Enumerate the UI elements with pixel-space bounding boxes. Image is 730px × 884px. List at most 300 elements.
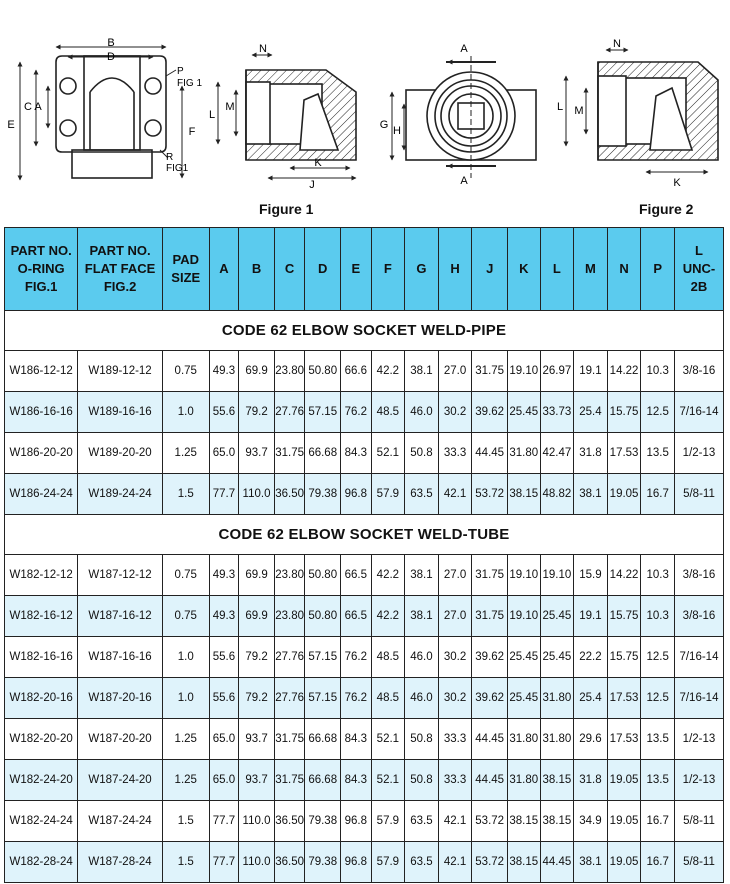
column-header xyxy=(371,228,405,311)
table-cell: W187-12-12 xyxy=(78,555,163,596)
table-cell: W187-20-20 xyxy=(78,719,163,760)
table-cell: 49.3 xyxy=(209,351,239,392)
table-cell: 66.68 xyxy=(305,719,341,760)
table-cell: 49.3 xyxy=(209,596,239,637)
table-cell: 69.9 xyxy=(239,596,275,637)
table-cell: 55.6 xyxy=(209,678,239,719)
table-cell: 65.0 xyxy=(209,760,239,801)
column-header-line: PAD xyxy=(172,252,199,267)
column-header-line: FIG.1 xyxy=(24,279,58,294)
table-cell: 23.80 xyxy=(274,351,305,392)
label-a-top: A xyxy=(460,43,468,55)
table-cell: 25.4 xyxy=(574,392,608,433)
table-cell: 15.75 xyxy=(607,637,641,678)
table-cell: 57.15 xyxy=(305,392,341,433)
table-cell: 38.15 xyxy=(540,801,574,842)
table-cell: 12.5 xyxy=(641,678,675,719)
table-cell: 66.68 xyxy=(305,760,341,801)
table-cell: 44.45 xyxy=(472,433,508,474)
table-cell: 19.05 xyxy=(607,760,641,801)
table-cell: 13.5 xyxy=(641,433,675,474)
table-row xyxy=(5,474,724,515)
table-cell: 19.05 xyxy=(607,842,641,883)
table-cell: 76.2 xyxy=(341,678,372,719)
table-cell: 27.0 xyxy=(438,351,472,392)
table-cell: 33.3 xyxy=(438,433,472,474)
table-cell: 7/16-14 xyxy=(674,392,723,433)
column-header xyxy=(162,228,209,311)
table-cell: 46.0 xyxy=(405,678,439,719)
table-cell: 96.8 xyxy=(341,801,372,842)
table-cell: 1/2-13 xyxy=(674,433,723,474)
table-cell: 19.05 xyxy=(607,801,641,842)
table-cell: 53.72 xyxy=(472,474,508,515)
table-cell: 55.6 xyxy=(209,637,239,678)
table-cell: W187-24-20 xyxy=(78,760,163,801)
label-a: A xyxy=(34,101,42,113)
column-header xyxy=(574,228,608,311)
table-row xyxy=(5,351,724,392)
table-cell: 1.25 xyxy=(162,760,209,801)
table-cell: 65.0 xyxy=(209,719,239,760)
table-cell: 38.15 xyxy=(508,801,541,842)
label-n2: N xyxy=(613,38,621,50)
table-cell: 38.15 xyxy=(508,842,541,883)
column-header xyxy=(641,228,675,311)
table-cell: 39.62 xyxy=(472,678,508,719)
label-g: G xyxy=(379,119,389,131)
table-cell: 36.50 xyxy=(274,842,305,883)
table-cell: 49.3 xyxy=(209,555,239,596)
table-cell: 3/8-16 xyxy=(674,596,723,637)
table-cell: 31.8 xyxy=(574,760,608,801)
table-row xyxy=(5,392,724,433)
table-cell: 0.75 xyxy=(162,555,209,596)
table-cell: 84.3 xyxy=(341,433,372,474)
table-cell: 27.76 xyxy=(274,678,305,719)
column-header-line: M xyxy=(585,261,596,276)
table-cell: 79.38 xyxy=(305,842,341,883)
table-cell: W186-16-16 xyxy=(5,392,78,433)
table-cell: 12.5 xyxy=(641,637,675,678)
table-cell: 48.5 xyxy=(371,637,405,678)
table-cell: 31.80 xyxy=(508,719,541,760)
table-cell: 13.5 xyxy=(641,719,675,760)
table-row xyxy=(5,678,724,719)
table-cell: 48.5 xyxy=(371,678,405,719)
table-cell: 25.45 xyxy=(540,637,574,678)
table-cell: 5/8-11 xyxy=(674,474,723,515)
column-header-line: FLAT FACE xyxy=(84,261,156,276)
table-cell: W189-20-20 xyxy=(78,433,163,474)
table-cell: 1.25 xyxy=(162,433,209,474)
table-cell: 0.75 xyxy=(162,596,209,637)
column-header-line: PART NO. xyxy=(10,243,72,258)
label-fig1-bottom: FIG1 xyxy=(166,163,189,174)
column-header-line: SIZE xyxy=(171,270,201,285)
table-cell: 52.1 xyxy=(371,719,405,760)
column-header xyxy=(274,228,305,311)
label-n: N xyxy=(259,43,267,55)
table-cell: 55.6 xyxy=(209,392,239,433)
table-cell: 14.22 xyxy=(607,351,641,392)
table-cell: W187-16-16 xyxy=(78,637,163,678)
table-cell: 1.0 xyxy=(162,678,209,719)
table-cell: 0.75 xyxy=(162,351,209,392)
table-cell: 16.7 xyxy=(641,474,675,515)
table-cell: 31.80 xyxy=(508,760,541,801)
table-cell: 38.1 xyxy=(405,351,439,392)
table-cell: 42.1 xyxy=(438,801,472,842)
table-cell: 25.45 xyxy=(508,392,541,433)
table-cell: 96.8 xyxy=(341,842,372,883)
table-cell: 25.4 xyxy=(574,678,608,719)
label-b: B xyxy=(107,37,115,49)
table-cell: 50.80 xyxy=(305,555,341,596)
table-row xyxy=(5,842,724,883)
column-header-line: FIG.2 xyxy=(103,279,137,294)
column-header-line: J xyxy=(486,261,494,276)
table-cell: 27.76 xyxy=(274,392,305,433)
column-header xyxy=(438,228,472,311)
column-header xyxy=(209,228,239,311)
table-cell: 79.38 xyxy=(305,474,341,515)
table-cell: 33.3 xyxy=(438,760,472,801)
column-header xyxy=(78,228,163,311)
table-cell: 30.2 xyxy=(438,392,472,433)
table-cell: 16.7 xyxy=(641,842,675,883)
table-cell: 57.9 xyxy=(371,474,405,515)
table-cell: 50.8 xyxy=(405,719,439,760)
table-cell: 53.72 xyxy=(472,842,508,883)
table-cell: 36.50 xyxy=(274,474,305,515)
table-cell: W182-12-12 xyxy=(5,555,78,596)
table-cell: 84.3 xyxy=(341,719,372,760)
table-cell: 96.8 xyxy=(341,474,372,515)
column-header xyxy=(508,228,541,311)
table-cell: 93.7 xyxy=(239,760,275,801)
table-cell: 10.3 xyxy=(641,555,675,596)
table-cell: 17.53 xyxy=(607,719,641,760)
table-cell: 110.0 xyxy=(239,474,275,515)
label-r: R xyxy=(166,152,174,163)
column-header-line: UNC-2B xyxy=(682,261,716,294)
table-cell: 31.75 xyxy=(472,351,508,392)
table-cell: 13.5 xyxy=(641,760,675,801)
table-cell: 66.5 xyxy=(341,596,372,637)
section-title-row xyxy=(5,515,724,555)
table-cell: 31.75 xyxy=(274,760,305,801)
table-cell: 1/2-13 xyxy=(674,719,723,760)
column-header-line: A xyxy=(219,261,229,276)
label-m2: M xyxy=(574,105,584,117)
label-k: K xyxy=(314,157,322,169)
spec-table-container xyxy=(4,227,724,883)
table-cell: 23.80 xyxy=(274,555,305,596)
table-cell: 7/16-14 xyxy=(674,678,723,719)
table-cell: 66.6 xyxy=(341,351,372,392)
table-cell: 25.45 xyxy=(508,678,541,719)
table-cell: 1.5 xyxy=(162,842,209,883)
table-cell: 38.1 xyxy=(405,555,439,596)
table-cell: 3/8-16 xyxy=(674,351,723,392)
table-cell: W182-16-12 xyxy=(5,596,78,637)
table-row xyxy=(5,596,724,637)
table-cell: 52.1 xyxy=(371,760,405,801)
table-cell: 29.6 xyxy=(574,719,608,760)
table-cell: 50.8 xyxy=(405,433,439,474)
label-e: E xyxy=(7,119,15,131)
table-cell: 79.38 xyxy=(305,801,341,842)
column-header-line: F xyxy=(383,261,392,276)
table-cell: 44.45 xyxy=(472,760,508,801)
label-c: C xyxy=(24,101,32,113)
table-cell: 34.9 xyxy=(574,801,608,842)
table-cell: 31.75 xyxy=(472,596,508,637)
label-j: J xyxy=(309,179,315,191)
table-cell: 25.45 xyxy=(508,637,541,678)
table-cell: 5/8-11 xyxy=(674,801,723,842)
table-cell: 15.75 xyxy=(607,392,641,433)
table-cell: 27.0 xyxy=(438,596,472,637)
column-header-line: O-RING xyxy=(17,261,65,276)
label-fig1-top: FIG 1 xyxy=(177,78,203,89)
elbow-section-view-fig1 xyxy=(246,70,356,160)
label-l: L xyxy=(208,109,216,121)
section-title-row xyxy=(5,311,724,351)
table-cell: W186-20-20 xyxy=(5,433,78,474)
table-cell: 15.75 xyxy=(607,596,641,637)
table-cell: 76.2 xyxy=(341,637,372,678)
column-header-line: G xyxy=(416,261,427,276)
table-cell: 39.62 xyxy=(472,637,508,678)
table-cell: 39.62 xyxy=(472,392,508,433)
table-cell: 19.10 xyxy=(508,351,541,392)
dimension-lines-fig1 xyxy=(20,47,182,180)
column-header xyxy=(305,228,341,311)
table-cell: 1.0 xyxy=(162,392,209,433)
table-cell: W189-24-24 xyxy=(78,474,163,515)
table-cell: W182-20-20 xyxy=(5,719,78,760)
table-cell: 26.97 xyxy=(540,351,574,392)
label-k2: K xyxy=(673,177,681,189)
column-header xyxy=(5,228,78,311)
table-cell: 66.68 xyxy=(305,433,341,474)
elbow-section-view-fig2 xyxy=(598,62,718,160)
table-cell: 31.75 xyxy=(274,433,305,474)
column-header-line: B xyxy=(251,261,262,276)
table-cell: 30.2 xyxy=(438,678,472,719)
table-cell: 42.1 xyxy=(438,474,472,515)
table-cell: 50.80 xyxy=(305,596,341,637)
table-cell: 23.80 xyxy=(274,596,305,637)
table-cell: 5/8-11 xyxy=(674,842,723,883)
table-cell: 48.82 xyxy=(540,474,574,515)
table-cell: 46.0 xyxy=(405,637,439,678)
table-cell: 52.1 xyxy=(371,433,405,474)
table-cell: 42.2 xyxy=(371,596,405,637)
table-cell: 31.75 xyxy=(274,719,305,760)
table-cell: 42.2 xyxy=(371,555,405,596)
table-cell: 36.50 xyxy=(274,801,305,842)
table-cell: 42.1 xyxy=(438,842,472,883)
column-header xyxy=(239,228,275,311)
table-cell: 77.7 xyxy=(209,842,239,883)
table-cell: 42.47 xyxy=(540,433,574,474)
column-header-line: PART NO. xyxy=(89,243,151,258)
table-cell: W189-16-16 xyxy=(78,392,163,433)
figure-2-caption: Figure 2 xyxy=(639,201,694,217)
table-cell: W186-12-12 xyxy=(5,351,78,392)
column-header-line: L xyxy=(552,261,561,276)
column-header-line: E xyxy=(351,261,361,276)
table-cell: 19.10 xyxy=(508,596,541,637)
table-cell: 14.22 xyxy=(607,555,641,596)
table-cell: 57.9 xyxy=(371,801,405,842)
table-row xyxy=(5,801,724,842)
table-cell: W187-24-24 xyxy=(78,801,163,842)
label-a-bottom: A xyxy=(460,175,468,187)
table-cell: 50.8 xyxy=(405,760,439,801)
table-cell: 19.10 xyxy=(508,555,541,596)
table-cell: 110.0 xyxy=(239,801,275,842)
figure-1-caption: Figure 1 xyxy=(259,201,314,217)
table-cell: 15.9 xyxy=(574,555,608,596)
table-row xyxy=(5,433,724,474)
table-cell: 17.53 xyxy=(607,433,641,474)
table-cell: 63.5 xyxy=(405,474,439,515)
section-title: CODE 62 ELBOW SOCKET WELD-PIPE xyxy=(5,311,724,351)
column-header-line: L xyxy=(695,243,703,258)
column-header xyxy=(341,228,372,311)
table-cell: 31.80 xyxy=(540,678,574,719)
table-cell: 57.9 xyxy=(371,842,405,883)
column-header-line: N xyxy=(619,261,629,276)
table-cell: 31.75 xyxy=(472,555,508,596)
table-row xyxy=(5,760,724,801)
table-cell: 10.3 xyxy=(641,351,675,392)
table-cell: 27.76 xyxy=(274,637,305,678)
table-cell: 33.73 xyxy=(540,392,574,433)
table-cell: 44.45 xyxy=(472,719,508,760)
table-cell: 1.5 xyxy=(162,801,209,842)
figures-area xyxy=(0,0,730,225)
table-cell: 7/16-14 xyxy=(674,637,723,678)
table-cell: 84.3 xyxy=(341,760,372,801)
flange-front-view xyxy=(56,56,166,178)
table-cell: 1.0 xyxy=(162,637,209,678)
table-cell: 57.15 xyxy=(305,637,341,678)
label-l2: L xyxy=(556,101,564,113)
label-m: M xyxy=(225,101,235,113)
table-cell: 53.72 xyxy=(472,801,508,842)
table-cell: 77.7 xyxy=(209,474,239,515)
table-cell: 38.1 xyxy=(574,842,608,883)
table-cell: 63.5 xyxy=(405,842,439,883)
table-cell: 65.0 xyxy=(209,433,239,474)
table-cell: W186-24-24 xyxy=(5,474,78,515)
table-body xyxy=(5,311,724,883)
section-title: CODE 62 ELBOW SOCKET WELD-TUBE xyxy=(5,515,724,555)
table-cell: W187-20-16 xyxy=(78,678,163,719)
table-cell: 42.2 xyxy=(371,351,405,392)
column-header xyxy=(674,228,723,311)
table-cell: 79.2 xyxy=(239,678,275,719)
table-cell: 19.05 xyxy=(607,474,641,515)
table-cell: 22.2 xyxy=(574,637,608,678)
table-cell: 38.15 xyxy=(508,474,541,515)
label-d: D xyxy=(107,51,115,63)
table-cell: W182-24-24 xyxy=(5,801,78,842)
table-cell: 93.7 xyxy=(239,433,275,474)
table-cell: 19.1 xyxy=(574,351,608,392)
table-cell: 3/8-16 xyxy=(674,555,723,596)
table-cell: 48.5 xyxy=(371,392,405,433)
table-cell: 25.45 xyxy=(540,596,574,637)
table-cell: 38.15 xyxy=(540,760,574,801)
table-cell: 12.5 xyxy=(641,392,675,433)
table-cell: 31.8 xyxy=(574,433,608,474)
table-cell: 19.10 xyxy=(540,555,574,596)
table-cell: 27.0 xyxy=(438,555,472,596)
table-cell: 57.15 xyxy=(305,678,341,719)
table-cell: 17.53 xyxy=(607,678,641,719)
column-header-line: P xyxy=(653,261,662,276)
table-cell: 110.0 xyxy=(239,842,275,883)
table-cell: W182-28-24 xyxy=(5,842,78,883)
table-cell: 79.2 xyxy=(239,637,275,678)
table-cell: 76.2 xyxy=(341,392,372,433)
table-cell: 46.0 xyxy=(405,392,439,433)
column-header xyxy=(472,228,508,311)
column-header-line: D xyxy=(318,261,328,276)
table-cell: 38.1 xyxy=(574,474,608,515)
column-header-line: H xyxy=(450,261,460,276)
table-row xyxy=(5,555,724,596)
table-cell: 69.9 xyxy=(239,555,275,596)
spec-table xyxy=(4,227,724,883)
table-cell: 44.45 xyxy=(540,842,574,883)
table-cell: W182-24-20 xyxy=(5,760,78,801)
table-cell: W182-20-16 xyxy=(5,678,78,719)
table-cell: W187-16-12 xyxy=(78,596,163,637)
table-cell: 16.7 xyxy=(641,801,675,842)
column-header xyxy=(540,228,574,311)
table-cell: 31.80 xyxy=(508,433,541,474)
label-f: F xyxy=(188,126,196,138)
table-cell: 30.2 xyxy=(438,637,472,678)
table-cell: 1.25 xyxy=(162,719,209,760)
table-row xyxy=(5,719,724,760)
column-header xyxy=(607,228,641,311)
table-cell: 31.80 xyxy=(540,719,574,760)
table-cell: 63.5 xyxy=(405,801,439,842)
technical-drawings xyxy=(0,0,730,225)
table-cell: 19.1 xyxy=(574,596,608,637)
table-cell: 50.80 xyxy=(305,351,341,392)
table-cell: W182-16-16 xyxy=(5,637,78,678)
table-cell: 38.1 xyxy=(405,596,439,637)
table-cell: W187-28-24 xyxy=(78,842,163,883)
table-cell: 1.5 xyxy=(162,474,209,515)
table-cell: W189-12-12 xyxy=(78,351,163,392)
header-row xyxy=(5,228,724,311)
column-header-line: K xyxy=(519,261,529,276)
table-row xyxy=(5,637,724,678)
column-header-line: C xyxy=(284,261,295,276)
table-cell: 33.3 xyxy=(438,719,472,760)
table-cell: 1/2-13 xyxy=(674,760,723,801)
